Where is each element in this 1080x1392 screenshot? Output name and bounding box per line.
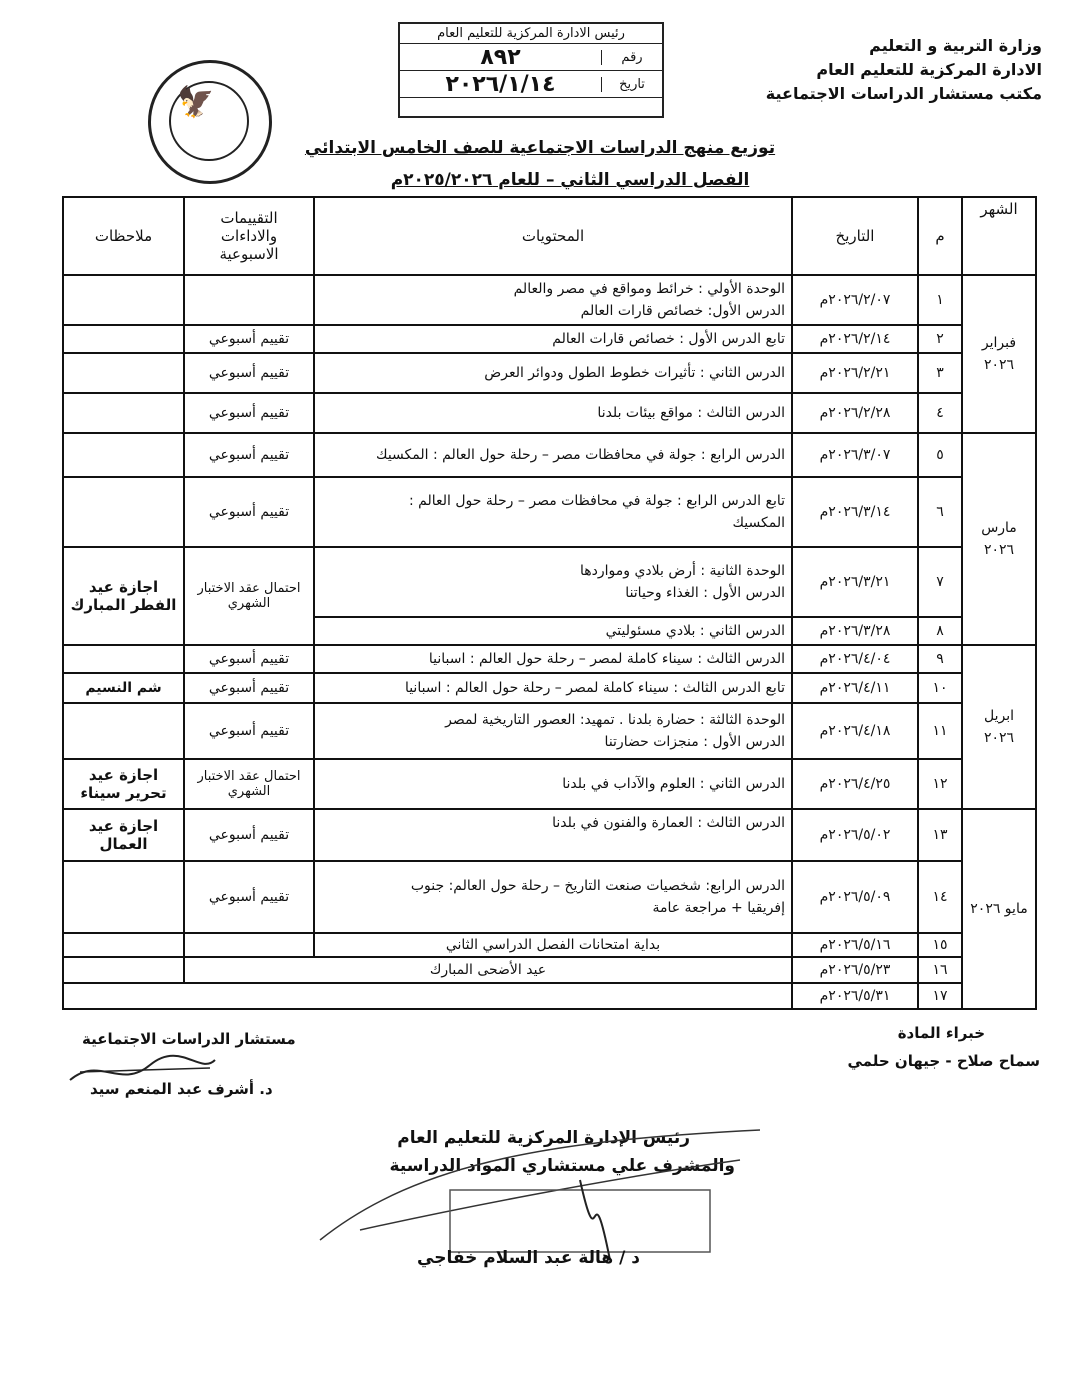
- row-notes: [63, 933, 184, 957]
- table-row: [63, 703, 1036, 759]
- stamp-date-row: [400, 71, 662, 98]
- row-date: ٢٠٢٦/٤/٢٥م: [792, 759, 918, 809]
- row-date: ٢٠٢٦/٥/٠٩م: [792, 861, 918, 933]
- experts-title: خبراء المادة: [897, 1024, 985, 1042]
- head-title-2: والمشرف علي مستشاري المواد الدراسية: [389, 1156, 735, 1176]
- content-line: تابع الدرس الثالث : سيناء كاملة لمصر – رحلة حول العالم : اسبانيا: [404, 680, 785, 696]
- row-date: ٢٠٢٦/٢/٢٨م: [792, 393, 918, 433]
- row-date: ٢٠٢٦/٣/٠٧م: [792, 433, 918, 477]
- month-may: مايو ٢٠٢٦: [962, 809, 1036, 1009]
- row-number: ٥: [918, 433, 962, 477]
- table-row: [63, 673, 1036, 703]
- row-notes: [63, 703, 184, 759]
- department-name: الادارة المركزية للتعليم العام: [816, 60, 1042, 79]
- row-assess: احتمال عقد الاختبار الشهري: [184, 759, 314, 809]
- row-number: ١٤: [918, 861, 962, 933]
- row-number: ١٦: [918, 957, 962, 983]
- content-line: تابع الدرس الأول : خصائص قارات العالم: [552, 331, 785, 347]
- row-assess: تقييم أسبوعي: [184, 673, 314, 703]
- row-content: [63, 983, 792, 1009]
- row-number: ٦: [918, 477, 962, 547]
- head-title-1: رئيس الإدارة المركزية للتعليم العام: [397, 1128, 690, 1148]
- table-row: [63, 759, 1036, 809]
- row-number: ١٠: [918, 673, 962, 703]
- row-notes: شم النسيم: [63, 673, 184, 703]
- month-mar: مارس ٢٠٢٦: [962, 433, 1036, 645]
- content-line: تابع الدرس الرابع : جولة في محافظات مصر – رحلة حول العالم :: [409, 493, 785, 509]
- row-content: [314, 433, 792, 477]
- table-row: [63, 933, 1036, 957]
- stamp-number-label: رقم: [601, 50, 662, 65]
- content-line: الوحدة الثالثة : حضارة بلدنا . تمهيد: العصور التاريخية لمصر: [445, 712, 785, 728]
- row-date: ٢٠٢٦/٣/١٤م: [792, 477, 918, 547]
- row-number: ١٢: [918, 759, 962, 809]
- content-line: الدرس الأول : منجزات حضارتنا: [604, 734, 785, 750]
- office-name: مكتب مستشار الدراسات الاجتماعية: [765, 84, 1042, 103]
- table-row: [63, 275, 1036, 325]
- row-assess: [184, 275, 314, 325]
- month-apr: ابريل ٢٠٢٦: [962, 645, 1036, 809]
- content-line: الدرس الثاني : بلادي مسئوليتي: [605, 623, 785, 639]
- table-row: [63, 547, 1036, 617]
- row-content: [314, 617, 792, 645]
- row-content: بداية امتحانات الفصل الدراسي الثاني: [314, 933, 792, 957]
- row-content: [314, 673, 792, 703]
- row-date: ٢٠٢٦/٥/٠٢م: [792, 809, 918, 861]
- content-line: المكسيك: [732, 515, 785, 531]
- header-assess: التقييمات والاداءات الاسبوعية: [184, 197, 314, 275]
- row-notes: [63, 477, 184, 547]
- row-notes: [63, 645, 184, 673]
- curriculum-table: [62, 196, 1037, 1010]
- content-line: الدرس الأول: خصائص قارات العالم: [580, 303, 785, 319]
- row-notes: اجازة عيد العمال: [63, 809, 184, 861]
- row-date: ٢٠٢٦/٤/٠٤م: [792, 645, 918, 673]
- row-notes: [63, 275, 184, 325]
- row-assess: [184, 933, 314, 957]
- row-date: ٢٠٢٦/٤/١٨م: [792, 703, 918, 759]
- row-date: ٢٠٢٦/٤/١١م: [792, 673, 918, 703]
- content-line: الدرس الثالث : العمارة والفنون في بلدنا: [552, 815, 785, 831]
- row-number: ٤: [918, 393, 962, 433]
- stamp-number-value: ٨٩٢: [480, 44, 521, 70]
- header-notes: ملاحظات: [63, 197, 184, 275]
- content-line: الوحدة الأولي : خرائط ومواقع في مصر والعالم: [513, 281, 785, 297]
- row-assess: تقييم أسبوعي: [184, 645, 314, 673]
- row-assess: تقييم أسبوعي: [184, 433, 314, 477]
- row-content: [314, 477, 792, 547]
- row-date: ٢٠٢٦/٢/٢١م: [792, 353, 918, 393]
- content-line: الدرس الرابع: شخصيات صنعت التاريخ – رحلة حول العالم: جنوب: [410, 878, 785, 894]
- head-name: د / هالة عبد السلام خفاجي: [417, 1248, 640, 1268]
- stamp-number-row: [400, 44, 662, 71]
- row-content: [314, 547, 792, 617]
- content-line: الدرس الثاني : تأثيرات خطوط الطول ودوائر العرض: [484, 365, 785, 381]
- table-row: [63, 433, 1036, 477]
- row-assess: تقييم أسبوعي: [184, 353, 314, 393]
- ministry-name: وزارة التربية و التعليم: [869, 36, 1042, 55]
- header-num: م: [918, 197, 962, 275]
- row-notes: [63, 433, 184, 477]
- row-number: ١٥: [918, 933, 962, 957]
- table-row: [63, 393, 1036, 433]
- content-line: الدرس الثاني : العلوم والآداب في بلدنا: [562, 776, 785, 792]
- table-row: [63, 353, 1036, 393]
- row-content: [314, 275, 792, 325]
- table-row: [63, 477, 1036, 547]
- row-content: عيد الأضحى المبارك: [184, 957, 792, 983]
- row-assess: تقييم أسبوعي: [184, 703, 314, 759]
- row-assess: تقييم أسبوعي: [184, 861, 314, 933]
- document-subtitle: الفصل الدراسي الثاني – للعام ٢٠٢٥/٢٠٢٦م: [390, 170, 750, 190]
- header-month: الشهر: [962, 197, 1036, 275]
- table-row: [63, 861, 1036, 933]
- row-assess: تقييم أسبوعي: [184, 477, 314, 547]
- incoming-stamp: [398, 22, 664, 118]
- row-assess: تقييم أسبوعي: [184, 325, 314, 353]
- row-number: ١٣: [918, 809, 962, 861]
- row-number: ١: [918, 275, 962, 325]
- table-row: [63, 983, 1036, 1009]
- stamp-date-value: ٢٠٢٦/١/١٤: [445, 71, 556, 97]
- row-number: ٢: [918, 325, 962, 353]
- advisor-name: د. أشرف عبد المنعم سيد: [90, 1080, 273, 1098]
- advisor-title: مستشار الدراسات الاجتماعية: [82, 1030, 296, 1048]
- row-date: ٢٠٢٦/٢/٠٧م: [792, 275, 918, 325]
- stamp-date-label: تاريخ: [601, 77, 662, 92]
- row-notes: [63, 353, 184, 393]
- table-row: [63, 957, 1036, 983]
- month-feb: فبراير ٢٠٢٦: [962, 275, 1036, 433]
- row-number: ٣: [918, 353, 962, 393]
- row-number: ٨: [918, 617, 962, 645]
- eagle-emblem-icon: 🦅: [177, 85, 215, 120]
- row-notes: [63, 393, 184, 433]
- row-date: ٢٠٢٦/٥/٣١م: [792, 983, 918, 1009]
- experts-names: سماح صلاح - جيهان حلمي: [847, 1052, 1040, 1070]
- row-assess: تقييم أسبوعي: [184, 809, 314, 861]
- table-row: [63, 645, 1036, 673]
- row-content: [314, 645, 792, 673]
- table-row: [63, 325, 1036, 353]
- row-content: [314, 861, 792, 933]
- row-assess: تقييم أسبوعي: [184, 393, 314, 433]
- document-title: توزيع منهج الدراسات الاجتماعية للصف الخامس الابتدائي: [304, 138, 776, 158]
- row-notes: اجازة عيد الفطر المبارك: [63, 547, 184, 645]
- row-notes: [63, 957, 184, 983]
- table-row: [63, 809, 1036, 861]
- content-line: الدرس الثالث : سيناء كاملة لمصر – رحلة حول العالم : اسبانيا: [428, 651, 785, 667]
- row-date: ٢٠٢٦/٥/٢٣م: [792, 957, 918, 983]
- content-line: الدرس الأول : الغذاء وحياتنا: [625, 585, 785, 601]
- row-notes: اجازة عيد تحرير سيناء: [63, 759, 184, 809]
- ministry-header: [766, 34, 1042, 106]
- row-date: ٢٠٢٦/٣/٢١م: [792, 547, 918, 617]
- stamp-title: رئيس الادارة المركزية للتعليم العام: [400, 24, 662, 44]
- row-number: ١٧: [918, 983, 962, 1009]
- header-content: المحتويات: [314, 197, 792, 275]
- row-date: ٢٠٢٦/٣/٢٨م: [792, 617, 918, 645]
- row-notes: [63, 325, 184, 353]
- row-notes: [63, 861, 184, 933]
- header-date: التاريخ: [792, 197, 918, 275]
- row-content: [314, 759, 792, 809]
- row-date: ٢٠٢٦/٢/١٤م: [792, 325, 918, 353]
- content-line: الدرس الثالث : مواقع بيئات بلدنا: [597, 405, 785, 421]
- ministry-seal-logo: [148, 60, 272, 184]
- row-content: [314, 703, 792, 759]
- content-line: الوحدة الثانية : أرض بلادي ومواردها: [579, 563, 785, 579]
- row-number: ١١: [918, 703, 962, 759]
- content-line: إفريقيا + مراجعة عامة: [652, 900, 785, 916]
- row-number: ٩: [918, 645, 962, 673]
- table-header-row: [63, 197, 1036, 275]
- row-date: ٢٠٢٦/٥/١٦م: [792, 933, 918, 957]
- row-content: [314, 393, 792, 433]
- row-content: [314, 325, 792, 353]
- content-line: الدرس الرابع : جولة في محافظات مصر – رحلة حول العالم : المكسيك: [376, 447, 785, 463]
- row-number: ٧: [918, 547, 962, 617]
- row-content: [314, 809, 792, 861]
- row-content: [314, 353, 792, 393]
- row-assess: احتمال عقد الاختبار الشهري: [184, 547, 314, 645]
